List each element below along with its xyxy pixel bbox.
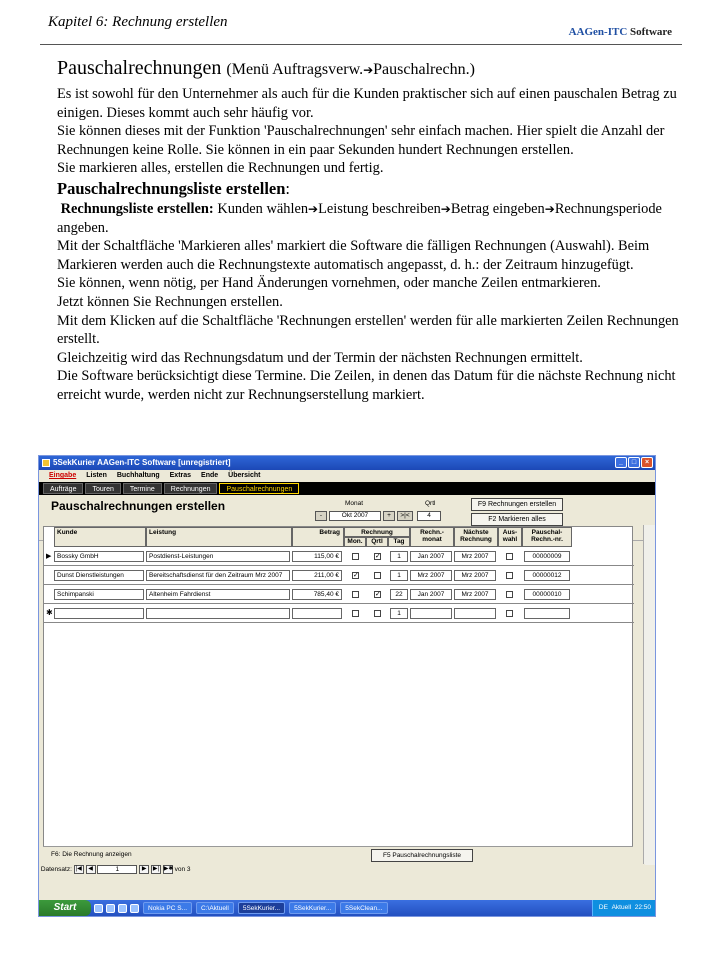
col-rechnung: Rechnung: [344, 527, 410, 537]
steps-paragraph: [57, 200, 687, 237]
cell-naechste[interactable]: Mrz 2007: [454, 551, 496, 562]
app-icon: [42, 459, 50, 467]
menu-bar: [39, 470, 655, 482]
cell-leistung[interactable]: Postdienst-Leistungen: [146, 551, 290, 562]
menu-item[interactable]: Ende: [201, 472, 219, 479]
cell-pauschal-nr[interactable]: 00000009: [524, 551, 570, 562]
cell-kunde[interactable]: Schimpanski: [54, 589, 144, 600]
tab-rechnungen[interactable]: Rechnungen: [164, 483, 218, 494]
first-record-icon[interactable]: |◀: [75, 865, 82, 872]
window-title: 5SekKurier AAGen-ITC Software [unregistriert]: [53, 458, 231, 467]
col-pauschal-nr: Pauschal-Rechn.-nr.: [522, 527, 572, 547]
maximize-icon[interactable]: □: [628, 457, 640, 468]
quicklaunch-icon[interactable]: [118, 904, 127, 913]
vertical-scrollbar[interactable]: [643, 525, 655, 865]
record-navigator: [39, 864, 645, 875]
cell-naechste[interactable]: Mrz 2007: [454, 570, 496, 581]
system-tray: [592, 900, 656, 916]
prev-month-button[interactable]: -: [315, 511, 327, 521]
table-row[interactable]: [44, 547, 634, 566]
next-record-icon[interactable]: ▶: [139, 865, 149, 874]
cell-tag[interactable]: 22: [390, 589, 408, 600]
paragraph-4: Mit der Schaltfläche 'Markieren alles' markiert die Software die fälligen Rechnungen (Auswahl). Beim Markieren werden auch die Rechnungstexte automatisch angepasst, d. h.: der Zeitraum hinzugefügt.: [57, 238, 650, 273]
minimize-icon[interactable]: _: [615, 457, 627, 468]
menu-item[interactable]: Eingabe: [49, 472, 77, 479]
col-tag: Tag: [388, 537, 410, 547]
cell-betrag[interactable]: 785,40 €: [292, 589, 342, 600]
subsection-heading-text: Pauschalrechnungsliste erstellen: [57, 178, 286, 198]
form-title: Pauschalrechnungen erstellen: [51, 499, 226, 513]
monat-label: Monat: [345, 500, 364, 507]
cell-leistung[interactable]: Altenheim Fahrdienst: [146, 589, 290, 600]
window-controls: [615, 457, 653, 468]
paragraph-6: Jetzt können Sie Rechnungen erstellen.: [57, 293, 283, 310]
step-2: Leistung beschreiben: [318, 200, 441, 217]
quicklaunch-icon[interactable]: [94, 904, 103, 913]
menu-path: [226, 61, 475, 78]
subsection-heading-colon: :: [285, 178, 290, 198]
cell-kunde[interactable]: Bossky GmbH: [54, 551, 144, 562]
checkbox-auswahl[interactable]: [506, 610, 513, 617]
qrtl-field[interactable]: 4: [417, 511, 441, 521]
quicklaunch-icon[interactable]: [106, 904, 115, 913]
header-divider: [40, 44, 682, 45]
qrtl-label: Qrtl: [425, 500, 436, 507]
extend-list-button[interactable]: F5 Pauschalrechnungsliste: [371, 849, 473, 862]
new-record-button-icon[interactable]: ▶✱: [163, 865, 174, 872]
language-indicator[interactable]: DE: [598, 904, 608, 911]
app-screenshot: [38, 455, 656, 917]
clock: 22:50: [634, 904, 651, 911]
current-record-icon: ▶: [46, 553, 52, 560]
col-kunde: Kunde: [54, 527, 146, 547]
menu-path-a: (Menü Auftragsverw.: [226, 61, 364, 78]
monat-field[interactable]: Okt 2007: [329, 511, 381, 521]
footer-hint: F6: Die Rechnung anzeigen: [51, 851, 132, 858]
paragraph-7: Mit dem Klicken auf die Schaltfläche 'Rechnungen erstellen' werden für alle markierten Zeilen Rechnungen erstellt.: [57, 312, 679, 348]
arrow-icon: ➔: [308, 201, 319, 216]
cell-betrag[interactable]: 211,00 €: [292, 570, 342, 581]
create-invoices-button[interactable]: F9 Rechnungen erstellen: [471, 498, 563, 511]
cell-tag[interactable]: 1: [390, 608, 408, 619]
document-body: [57, 55, 687, 405]
tab-touren[interactable]: Touren: [85, 483, 120, 494]
paragraph-2: Sie können dieses mit der Funktion 'Pauschalrechnungen' sehr einfach machen. Hier spielt die Anzahl der Rechnungen keine Rolle. Sie können in ein paar Sekunden hundert Rechnungen erstellen.: [57, 123, 665, 158]
steps-label: Rechnungsliste erstellen:: [60, 200, 214, 217]
paragraph-3: Sie markieren alles, erstellen die Rechnungen und fertig.: [57, 160, 384, 177]
table-row[interactable]: [44, 585, 634, 604]
prev-record-icon[interactable]: ◀: [86, 865, 96, 874]
arrow-icon: ➔: [440, 201, 451, 216]
col-leistung: Leistung: [146, 527, 292, 547]
col-mon: Mon.: [344, 537, 366, 547]
checkbox-auswahl[interactable]: [506, 553, 513, 560]
subsection-heading: [57, 178, 687, 200]
step-4: Rechnungsperiode angeben.: [57, 200, 662, 236]
cell-pauschal-nr[interactable]: 00000012: [524, 570, 570, 581]
quicklaunch-icon[interactable]: [130, 904, 139, 913]
new-record-icon: ✱: [46, 608, 53, 617]
checkbox-mon[interactable]: [352, 610, 359, 617]
step-1: Kunden wählen: [217, 200, 309, 217]
col-naechste-rechnung: Nächste Rechnung: [454, 527, 498, 547]
taskbar-item[interactable]: 5SekKurier...: [289, 902, 336, 914]
paragraph-8: Gleichzeitig wird das Rechnungsdatum und der Termin der nächsten Rechnungen ermittelt.: [57, 349, 583, 366]
section-heading: [57, 55, 687, 83]
invoice-grid: [43, 526, 633, 859]
checkbox-qrtl[interactable]: ✓: [375, 591, 381, 598]
taskbar-item[interactable]: Nokia PC S...: [143, 902, 192, 914]
checkbox-mon[interactable]: [352, 553, 359, 560]
record-number-field[interactable]: 1: [97, 865, 137, 874]
table-row[interactable]: [44, 566, 634, 585]
arrow-icon: ➔: [544, 201, 555, 216]
cell-tag[interactable]: 1: [390, 570, 408, 581]
paragraph-9: Die Software berücksichtigt diese Termine. Die Zeilen, in denen das Datum für die nächste Rechnung nicht erreicht wurde, werden nicht zur Rechnungserstellung markiert.: [57, 368, 676, 403]
record-count: von 3: [174, 866, 191, 873]
start-button[interactable]: Start: [39, 900, 91, 916]
menu-item[interactable]: Listen: [86, 472, 107, 479]
cell-leistung[interactable]: Bereitschaftsdienst für den Zeitraum Mrz 2007: [146, 570, 290, 581]
menu-item[interactable]: Buchhaltung: [116, 472, 160, 479]
cell-betrag[interactable]: [292, 608, 342, 619]
tab-pauschalrechnungen[interactable]: Pauschalrechnungen: [219, 483, 299, 494]
current-month-button[interactable]: >|<: [397, 511, 413, 521]
tab-bar: [39, 482, 655, 495]
menu-item[interactable]: Übersicht: [228, 472, 261, 479]
windows-taskbar: [39, 900, 656, 916]
paragraph-1: Es ist sowohl für den Unternehmer als auch für die Kunden praktischer sich auf einen pauschalen Betrag zu einigen. Dieses kommt auch sehr häufig vor.: [57, 86, 677, 121]
checkbox-auswahl[interactable]: [506, 591, 513, 598]
brand-prefix: AAGen-ITC: [568, 26, 628, 38]
window-titlebar: [39, 456, 655, 470]
menu-path-b: Pauschalrechn.): [373, 61, 475, 78]
step-3: Betrag eingeben: [450, 200, 545, 217]
col-rechn-monat: Rechn.-monat: [410, 527, 454, 547]
checkbox-qrtl[interactable]: [374, 610, 381, 617]
cell-tag[interactable]: 1: [390, 551, 408, 562]
tab-termine[interactable]: Termine: [123, 483, 162, 494]
close-icon[interactable]: ×: [641, 457, 653, 468]
cell-naechste[interactable]: Mrz 2007: [454, 589, 496, 600]
col-qrtl: Qrtl: [366, 537, 388, 547]
form-footer: [43, 846, 633, 864]
last-record-icon[interactable]: ▶|: [152, 865, 160, 872]
taskbar-item[interactable]: C:\Aktuell: [196, 902, 234, 914]
cell-kunde[interactable]: [54, 608, 144, 619]
cell-naechste[interactable]: [454, 608, 496, 619]
next-month-button[interactable]: +: [383, 511, 395, 521]
record-label: Datensatz:: [40, 866, 72, 873]
tab-auftraege[interactable]: Aufträge: [43, 483, 83, 494]
cell-kunde[interactable]: Dunst Dienstleistungen: [54, 570, 144, 581]
cell-pauschal-nr[interactable]: 00000010: [524, 589, 570, 600]
cell-betrag[interactable]: 115,00 €: [292, 551, 342, 562]
menu-item[interactable]: Extras: [169, 472, 192, 479]
checkbox-mon[interactable]: [352, 591, 359, 598]
checkbox-qrtl[interactable]: [374, 572, 381, 579]
new-record-row[interactable]: [44, 604, 634, 623]
col-auswahl: Aus-wahl: [498, 527, 522, 547]
checkbox-qrtl[interactable]: ✓: [375, 553, 381, 560]
arrow-icon: ➔: [363, 63, 374, 77]
chapter-title: Kapitel 6: Rechnung erstellen: [48, 14, 228, 30]
checkbox-mon[interactable]: ✓: [353, 572, 359, 579]
taskbar-item[interactable]: 5SekKurier...: [238, 902, 285, 914]
section-heading-text: Pauschalrechnungen: [57, 57, 222, 79]
cell-rechn-monat[interactable]: Jan 2007: [410, 551, 452, 562]
cell-rechn-monat[interactable]: [410, 608, 452, 619]
brand-label: [569, 26, 672, 38]
taskbar-item[interactable]: 5SekClean...: [340, 902, 387, 914]
cell-pauschal-nr[interactable]: [524, 608, 570, 619]
cell-rechn-monat[interactable]: Mrz 2007: [410, 570, 452, 581]
mark-all-button[interactable]: F2 Markieren alles: [471, 513, 563, 526]
tray-app[interactable]: Aktuell: [611, 904, 632, 911]
cell-rechn-monat[interactable]: Jan 2007: [410, 589, 452, 600]
checkbox-auswahl[interactable]: [506, 572, 513, 579]
paragraph-5: Sie können, wenn nötig, per Hand Änderungen vornehmen, oder manche Zeilen entmarkieren.: [57, 275, 601, 292]
col-betrag: Betrag: [292, 527, 344, 547]
cell-leistung[interactable]: [146, 608, 290, 619]
brand-suffix: Software: [630, 26, 672, 38]
